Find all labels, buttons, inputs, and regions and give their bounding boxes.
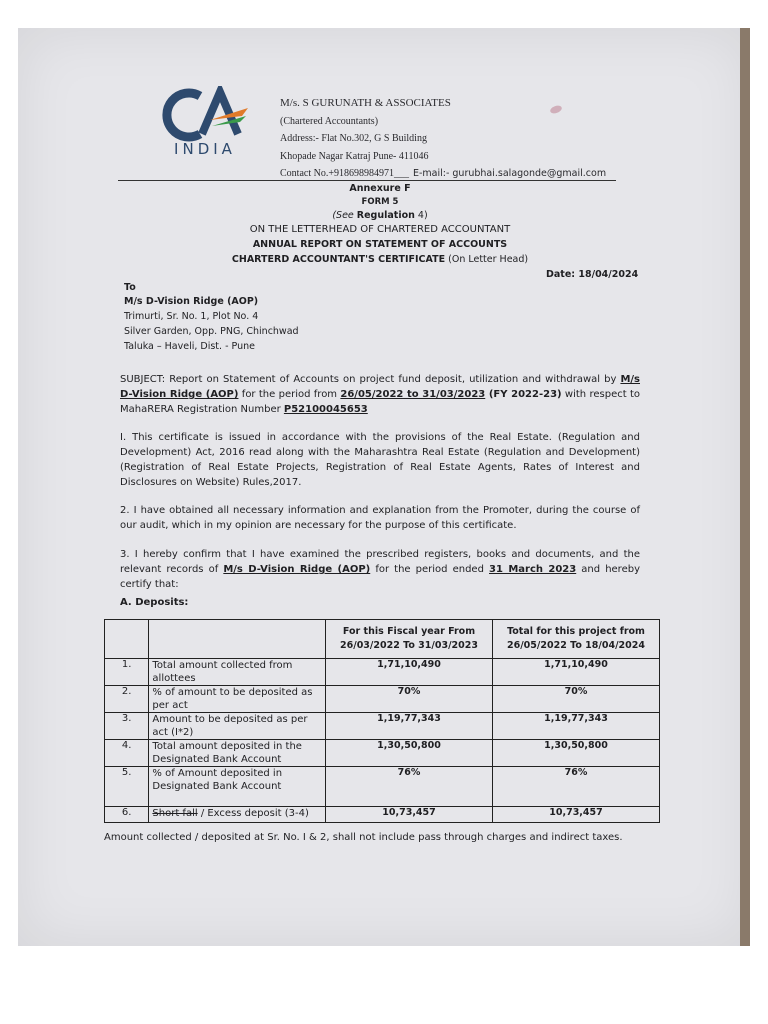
annexure-title: Annexure F (349, 183, 411, 194)
table-row (105, 740, 660, 767)
paragraph-3 (120, 547, 640, 592)
subject-mid: for the period from (238, 389, 341, 400)
subject-entity: M/s D-Vision Ridge (AOP) (120, 374, 640, 400)
subject-reg-no: P52100045653 (283, 404, 368, 415)
letterhead-note: ON THE LETTERHEAD OF CHARTERED ACCOUNTANT (249, 224, 511, 235)
see-bold: Regulation (356, 210, 415, 221)
row-sr: 6. (105, 807, 149, 823)
addressee-line1: Trimurti, Sr. No. 1, Plot No. 4 (124, 311, 259, 322)
document-date: Date: 18/04/2024 (546, 269, 639, 280)
subject-paragraph (120, 372, 640, 417)
firm-name: M/s. S GURUNATH & ASSOCIATES (280, 97, 451, 109)
row-fy-value: 76% (326, 767, 493, 807)
see-prefix: (See (332, 210, 357, 221)
table-row (105, 659, 660, 686)
section-title: A. Deposits: (120, 597, 189, 608)
report-title: ANNUAL REPORT ON STATEMENT OF ACCOUNTS (252, 239, 508, 250)
certificate-rest: (On Letter Head) (445, 254, 529, 265)
firm-subtitle: (Chartered Accountants) (280, 116, 379, 127)
row-desc: Total amount collected from allottees (149, 659, 326, 686)
addressee-name: M/s D-Vision Ridge (AOP) (124, 296, 259, 307)
subject-tail: with respect to MahaRERA Registration Number (120, 389, 641, 415)
see-suffix: 4) (414, 210, 428, 221)
p3-mid: for the period ended (370, 564, 490, 575)
row-desc-rest: / Excess deposit (3-4) (197, 808, 309, 819)
table-row (105, 807, 660, 823)
p3-tail: and hereby certify that: (120, 564, 640, 590)
row-total-value: 1,30,50,800 (493, 740, 660, 767)
contact-number: Contact No.+918698984971___ (280, 168, 409, 179)
row-fy-value: 10,73,457 (326, 807, 493, 823)
row-desc: Amount to be deposited as per act (I*2) (149, 713, 326, 740)
addressee-to: To (124, 282, 136, 293)
subject-period: 26/05/2022 to 31/03/2023 (340, 389, 486, 400)
header-sr (105, 620, 149, 659)
footnote: Amount collected / deposited at Sr. No. I & 2, shall not include pass through charges and indirect taxes. (104, 832, 623, 843)
firm-contact (280, 168, 606, 179)
paragraph-1: I. This certificate is issued in accordance with the provisions of the Real Estate. (Regulation and Development) Act, 2016 read along with the Maharashtra Real Estate (Regulation and Development) (Registration of Real Estate Projects, Registration of Real Estate Agents, Rates of Interest and Disclosures on Website) Rules,2017. (120, 432, 640, 488)
row-fy-value: 1,71,10,490 (326, 659, 493, 686)
row-desc: % of amount to be deposited as per act (149, 686, 326, 713)
deposits-table (104, 619, 660, 823)
contact-email: E-mail:- gurubhai.salagonde@gmail.com (412, 168, 607, 179)
row-fy-value: 1,30,50,800 (326, 740, 493, 767)
struck-text: Short fall (152, 808, 198, 819)
form-number: FORM 5 (361, 197, 399, 207)
table-row (105, 686, 660, 713)
certificate-bold: CHARTERD ACCOUNTANT'S CERTIFICATE (231, 254, 446, 265)
firm-address-line1: Address:- Flat No.302, G S Building (280, 133, 427, 144)
row-sr: 5. (105, 767, 149, 807)
addressee-line2: Silver Garden, Opp. PNG, Chinchwad (124, 326, 299, 337)
subject-fy: (FY 2022-23) (485, 389, 562, 400)
row-total-value: 1,19,77,343 (493, 713, 660, 740)
firm-address-line2: Khopade Nagar Katraj Pune- 411046 (280, 151, 429, 162)
regulation-ref (120, 210, 640, 221)
table-row (105, 713, 660, 740)
letterhead-rule (118, 180, 616, 181)
row-total-value: 1,71,10,490 (493, 659, 660, 686)
subject-lead: SUBJECT: Report on Statement of Accounts on project fund deposit, utilization and withdrawal by (120, 374, 621, 385)
background-edge (740, 28, 750, 946)
row-desc (149, 807, 326, 823)
row-sr: 1. (105, 659, 149, 686)
row-sr: 2. (105, 686, 149, 713)
p3-lead: 3. I hereby confirm that I have examined the prescribed registers, books and documents, and the relevant records of (120, 549, 640, 575)
row-fy-value: 70% (326, 686, 493, 713)
row-desc: % of Amount deposited in Designated Bank Account (149, 767, 326, 807)
row-fy-value: 1,19,77,343 (326, 713, 493, 740)
row-total-value: 76% (493, 767, 660, 807)
paragraph-2: 2. I have obtained all necessary information and explanation from the Promoter, during the course of our audit, which in my opinion are necessary for the purpose of this certificate. (120, 505, 640, 531)
row-total-value: 70% (493, 686, 660, 713)
ca-india-logo (150, 86, 260, 160)
table-header-row (105, 620, 660, 659)
certificate-title (120, 254, 640, 265)
row-total-value: 10,73,457 (493, 807, 660, 823)
header-total: Total for this project from 26/05/2022 To 18/04/2024 (493, 620, 660, 659)
ca-logo-icon (150, 86, 260, 142)
row-desc: Total amount deposited in the Designated Bank Account (149, 740, 326, 767)
row-sr: 4. (105, 740, 149, 767)
row-sr: 3. (105, 713, 149, 740)
header-fy: For this Fiscal year From 26/03/2022 To 31/03/2023 (326, 620, 493, 659)
p3-entity: M/s D-Vision Ridge (AOP) (223, 564, 371, 575)
table-row (105, 767, 660, 807)
header-desc (149, 620, 326, 659)
p3-date: 31 March 2023 (489, 564, 577, 575)
addressee-line3: Taluka – Haveli, Dist. - Pune (124, 341, 255, 352)
logo-text: INDIA (174, 140, 236, 158)
